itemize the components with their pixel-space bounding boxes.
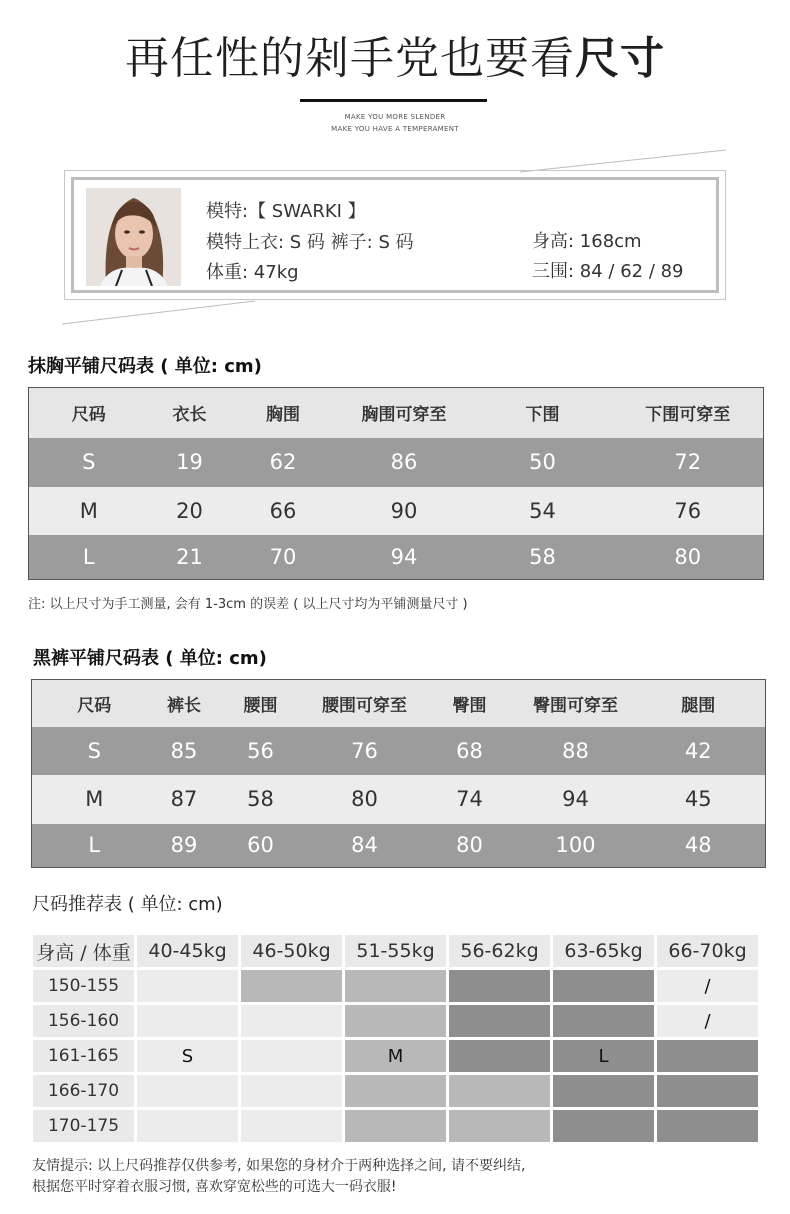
table-cell: 45: [632, 775, 766, 824]
column-header: 臀围: [420, 680, 520, 727]
table-row: [32, 824, 766, 868]
pants-size-table: [31, 679, 766, 868]
column-header: 衣长: [149, 388, 231, 438]
size-mark-l: L: [553, 1040, 654, 1072]
table-row: [33, 970, 758, 1002]
table-cell: 94: [336, 535, 473, 580]
table-row: [33, 1040, 758, 1072]
table-cell: 62: [231, 438, 336, 487]
table-cell: 50: [473, 438, 613, 487]
table-cell: 19: [149, 438, 231, 487]
model-sizes: 模特上衣: S 码 裤子: S 码: [206, 232, 414, 253]
table-cell: 20: [149, 487, 231, 535]
column-header: 尺码: [32, 680, 157, 727]
table-header-row: [33, 935, 758, 967]
size-mark-m: M: [345, 1040, 446, 1072]
table-row: [32, 727, 766, 775]
table-cell: 21: [149, 535, 231, 580]
table-cell: [241, 1005, 342, 1037]
table-cell: S: [32, 727, 157, 775]
table-cell: [241, 1075, 342, 1107]
table-header-row: [32, 680, 766, 727]
table-cell: 80: [310, 775, 420, 824]
table-cell: 84: [310, 824, 420, 868]
table-cell: 94: [520, 775, 632, 824]
table-cell: [657, 1110, 758, 1142]
title-bold: 尺寸: [575, 33, 665, 84]
tip-line-1: 友情提示: 以上尺码推荐仅供参考, 如果您的身材介于两种选择之间, 请不要纠结,: [32, 1158, 526, 1174]
model-photo: [86, 188, 181, 286]
column-header: 裤长: [157, 680, 212, 727]
column-header: 臀围可穿至: [520, 680, 632, 727]
recommend-heading: 尺码推荐表 ( 单位: cm): [32, 894, 223, 915]
table-cell: 60: [212, 824, 310, 868]
top-size-table: [28, 387, 764, 580]
table-cell: [345, 1110, 446, 1142]
table-cell: 42: [632, 727, 766, 775]
table-cell: [449, 1040, 550, 1072]
column-header: 56-62kg: [449, 935, 550, 967]
table-cell: L: [32, 824, 157, 868]
table-row: [29, 487, 764, 535]
table-cell: 74: [420, 775, 520, 824]
table-cell: [553, 1075, 654, 1107]
table-cell: [449, 1005, 550, 1037]
row-label: 156-160: [33, 1005, 134, 1037]
row-label: 150-155: [33, 970, 134, 1002]
table-cell: 80: [613, 535, 764, 580]
column-header: 40-45kg: [137, 935, 238, 967]
row-label: 166-170: [33, 1075, 134, 1107]
table-cell: 68: [420, 727, 520, 775]
top-table-heading: 抹胸平铺尺码表 ( 单位: cm): [28, 356, 262, 377]
table-cell: 76: [310, 727, 420, 775]
table-cell: [241, 1110, 342, 1142]
column-header: 下围可穿至: [613, 388, 764, 438]
diagonal-line-top: [520, 150, 726, 172]
title-light: 再任性的剁手党也要看: [125, 33, 575, 84]
table-cell: 86: [336, 438, 473, 487]
measurement-note: 注: 以上尺寸为手工测量, 会有 1-3cm 的误差 ( 以上尺寸均为平铺测量尺寸 ): [28, 597, 468, 612]
model-measurements: 三围: 84 / 62 / 89: [532, 261, 684, 282]
table-cell: [345, 970, 446, 1002]
table-cell: [137, 970, 238, 1002]
table-cell: 66: [231, 487, 336, 535]
table-cell: 56: [212, 727, 310, 775]
pants-table-heading: 黑裤平铺尺码表 ( 单位: cm): [33, 648, 267, 669]
size-mark-s: S: [137, 1040, 238, 1072]
table-row: [33, 1005, 758, 1037]
column-header: 胸围: [231, 388, 336, 438]
table-cell: L: [29, 535, 149, 580]
model-portrait-icon: [86, 188, 181, 286]
table-header-row: [29, 388, 764, 438]
table-cell: M: [32, 775, 157, 824]
table-cell: [137, 1005, 238, 1037]
table-cell: [553, 1110, 654, 1142]
table-cell: 85: [157, 727, 212, 775]
table-cell: [449, 1110, 550, 1142]
subtitle-1: MAKE YOU MORE SLENDER: [344, 113, 446, 121]
table-cell: 58: [473, 535, 613, 580]
table-cell: /: [657, 1005, 758, 1037]
row-label: 170-175: [33, 1110, 134, 1142]
model-name: 模特:【 SWARKI 】: [206, 201, 366, 222]
subtitle-2: MAKE YOU HAVE A TEMPERAMENT: [331, 125, 459, 133]
model-weight: 体重: 47kg: [206, 262, 299, 283]
column-header: 66-70kg: [657, 935, 758, 967]
table-cell: 72: [613, 438, 764, 487]
column-header: 下围: [473, 388, 613, 438]
table-cell: [241, 970, 342, 1002]
table-cell: [345, 1075, 446, 1107]
table-cell: 48: [632, 824, 766, 868]
table-cell: 76: [613, 487, 764, 535]
table-cell: [553, 970, 654, 1002]
column-header: 腰围可穿至: [310, 680, 420, 727]
table-cell: [657, 1040, 758, 1072]
table-cell: [241, 1040, 342, 1072]
table-row: [33, 1110, 758, 1142]
table-row: [29, 535, 764, 580]
model-height: 身高: 168cm: [532, 231, 642, 252]
table-cell: [137, 1075, 238, 1107]
table-cell: /: [657, 970, 758, 1002]
table-cell: [657, 1075, 758, 1107]
table-cell: [137, 1110, 238, 1142]
column-header: 63-65kg: [553, 935, 654, 967]
column-header: 腰围: [212, 680, 310, 727]
tip-line-2: 根据您平时穿着衣服习惯, 喜欢穿宽松些的可选大一码衣服!: [32, 1179, 397, 1195]
table-cell: 88: [520, 727, 632, 775]
table-cell: 89: [157, 824, 212, 868]
table-row: [33, 1075, 758, 1107]
table-cell: 90: [336, 487, 473, 535]
table-cell: 54: [473, 487, 613, 535]
table-cell: [449, 1075, 550, 1107]
table-cell: 87: [157, 775, 212, 824]
table-row: [32, 775, 766, 824]
row-label: 161-165: [33, 1040, 134, 1072]
table-cell: 58: [212, 775, 310, 824]
table-row: [29, 438, 764, 487]
table-cell: 70: [231, 535, 336, 580]
diagonal-line-bottom: [62, 301, 255, 324]
table-cell: S: [29, 438, 149, 487]
column-header: 46-50kg: [241, 935, 342, 967]
column-header: 胸围可穿至: [336, 388, 473, 438]
column-header: 腿围: [632, 680, 766, 727]
recommend-table: [30, 932, 761, 1145]
table-cell: [449, 970, 550, 1002]
column-header: 身高 / 体重: [33, 935, 134, 967]
table-cell: 80: [420, 824, 520, 868]
table-cell: 100: [520, 824, 632, 868]
column-header: 尺码: [29, 388, 149, 438]
table-cell: M: [29, 487, 149, 535]
table-cell: [345, 1005, 446, 1037]
column-header: 51-55kg: [345, 935, 446, 967]
table-cell: [553, 1005, 654, 1037]
